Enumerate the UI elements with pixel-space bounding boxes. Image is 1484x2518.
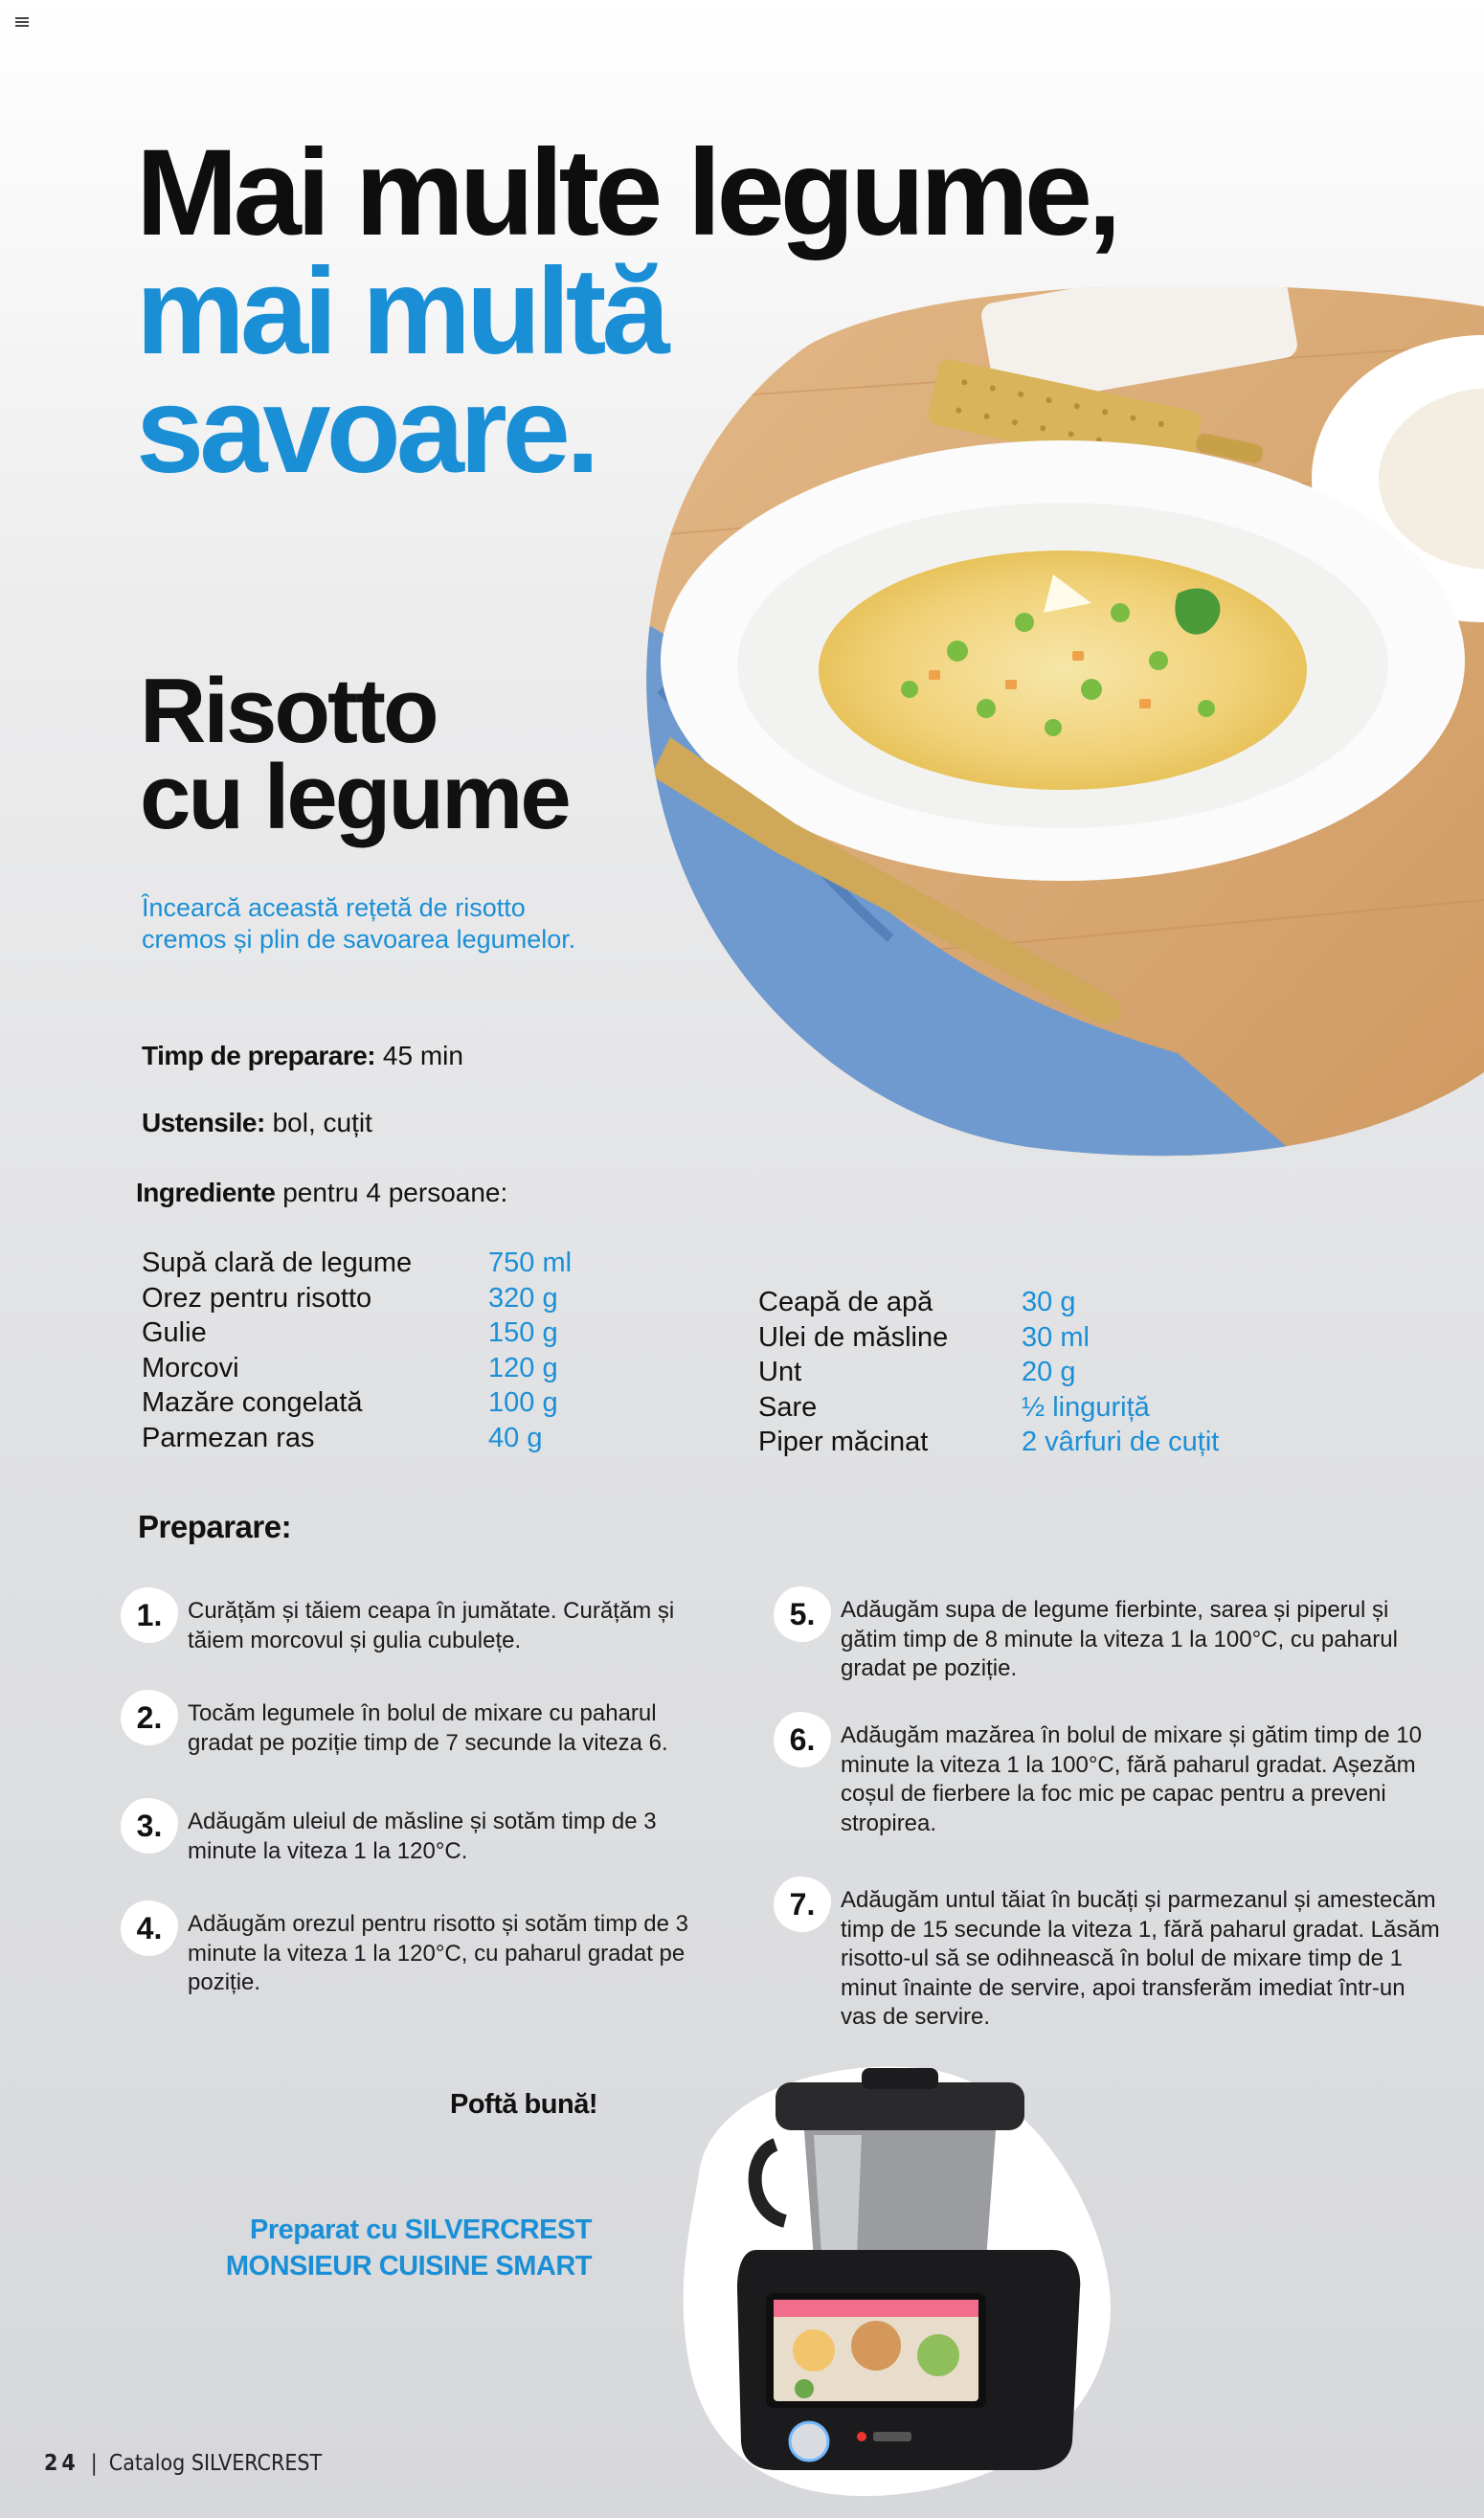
- utensils: [142, 1108, 372, 1138]
- step-7: [774, 1886, 1444, 2033]
- ingredient-name: Gulie: [142, 1317, 207, 1348]
- kitchen-machine-image: [670, 2058, 1120, 2499]
- step-6: [774, 1721, 1425, 1838]
- ingredient-name: Ceapă de apă: [758, 1287, 933, 1317]
- ingredient-name: Parmezan ras: [142, 1422, 315, 1453]
- footer-separator: |: [90, 2451, 98, 2476]
- ingredient-row: [142, 1385, 572, 1421]
- ingredient-name: Unt: [758, 1357, 802, 1387]
- recipe-intro: Încearcă această rețetă de risotto cremos și plin de savoarea legumelor.: [142, 893, 576, 954]
- preparation-title: Preparare:: [138, 1509, 292, 1544]
- page-number: 24: [44, 2451, 79, 2476]
- ingredient-row: [758, 1320, 1219, 1356]
- ingredient-qty: 20 g: [1022, 1357, 1076, 1387]
- step-text: Tocăm legumele în bolul de mixare cu paharul gradat pe poziție timp de 7 secunde la viteza 6.: [188, 1700, 668, 1756]
- prep-time: [142, 1041, 463, 1071]
- step-text: Adăugăm untul tăiat în bucăți și parmezanul și amestecăm timp de 15 secunde la viteza 1, fără paharul gradat. Lăsăm risotto-ul să se odihnească în bolul de mixare timp de 1 minut înainte de servire, apoi transferăm imediat într-un vas de servire.: [841, 1887, 1440, 2030]
- step-3: [121, 1808, 695, 1866]
- ingredient-name: Sare: [758, 1391, 818, 1423]
- catalog-name: Catalog SILVERCREST: [108, 2451, 323, 2476]
- step-1: [121, 1597, 695, 1655]
- ingredient-row: [142, 1421, 572, 1456]
- ingredient-name: Ulei de măsline: [758, 1321, 949, 1353]
- ingredient-row: [758, 1390, 1219, 1426]
- ingredient-qty: 2 vârfuri de cuțit: [1022, 1427, 1220, 1457]
- ingredient-row: [142, 1246, 572, 1281]
- recipe-title-line-2: cu legume: [140, 746, 569, 848]
- step-number: 7.: [774, 1877, 831, 1932]
- ingredient-name: Supă clară de legume: [142, 1248, 413, 1278]
- ingredient-qty: ½ linguriță: [1022, 1391, 1150, 1423]
- ingredient-qty: 120 g: [488, 1352, 558, 1383]
- utensils-label: Ustensile:: [142, 1108, 265, 1137]
- ingredient-qty: 150 g: [488, 1317, 558, 1348]
- ingredient-qty: 100 g: [488, 1387, 558, 1418]
- ingredient-name: Mazăre congelată: [142, 1387, 363, 1418]
- step-5: [774, 1596, 1405, 1684]
- step-number: 6.: [774, 1712, 831, 1767]
- ingredient-qty: 750 ml: [488, 1248, 573, 1278]
- prepared-line-1: Preparat cu SILVERCREST: [249, 2214, 592, 2245]
- risotto-photo: [641, 287, 1484, 1168]
- ingredient-qty: 40 g: [488, 1422, 543, 1453]
- step-text: Curățăm și tăiem ceapa în jumătate. Curățăm și tăiem morcovul și gulia cubulețe.: [188, 1598, 675, 1653]
- headline-line-2: mai multă: [136, 243, 665, 380]
- ingredient-name: Morcovi: [142, 1352, 239, 1383]
- ingredients-title: [136, 1178, 507, 1208]
- ingredient-row: [758, 1425, 1219, 1460]
- ingredient-row: [758, 1355, 1219, 1390]
- recipe-title: [140, 660, 569, 848]
- closing-text: Poftă bună!: [450, 2089, 597, 2120]
- prep-time-value: 45 min: [382, 1041, 463, 1070]
- step-number: 1.: [121, 1587, 178, 1643]
- headline-line-1: Mai multe legume,: [136, 124, 1117, 261]
- step-number: 2.: [121, 1690, 178, 1745]
- step-text: Adăugăm uleiul de măsline și sotăm timp de 3 minute la viteza 1 la 120°C.: [188, 1809, 657, 1864]
- step-number: 3.: [121, 1798, 178, 1854]
- prepared-with: [205, 2212, 592, 2284]
- step-number: 5.: [774, 1586, 831, 1642]
- menu-icon[interactable]: [15, 17, 29, 27]
- ingredient-qty: 30 ml: [1022, 1321, 1090, 1353]
- ingredient-qty: 320 g: [488, 1282, 558, 1314]
- ingredients-list-left: [142, 1246, 572, 1455]
- step-text: Adăugăm orezul pentru risotto și sotăm timp de 3 minute la viteza 1 la 120°C, cu paharul gradat pe poziție.: [188, 1911, 688, 1995]
- utensils-value: bol, cuțit: [272, 1108, 372, 1137]
- prepared-line-2: MONSIEUR CUISINE SMART: [225, 2251, 592, 2282]
- ingredient-name: Piper măcinat: [758, 1427, 929, 1457]
- ingredient-row: [758, 1285, 1219, 1320]
- ingredient-qty: 30 g: [1022, 1287, 1076, 1317]
- ingredients-list-right: [758, 1285, 1219, 1460]
- ingredient-row: [142, 1351, 572, 1386]
- ingredient-name: Orez pentru risotto: [142, 1282, 372, 1314]
- step-number: 4.: [121, 1900, 178, 1956]
- ingredient-row: [142, 1281, 572, 1316]
- ingredient-row: [142, 1315, 572, 1351]
- step-text: Adăugăm supa de legume fierbinte, sarea și piperul și gătim timp de 8 minute la viteza 1 la 100°C, cu paharul gradat pe poziție.: [841, 1597, 1398, 1681]
- step-text: Adăugăm mazărea în bolul de mixare și gătim timp de 10 minute la viteza 1 la 100°C, fără paharul gradat. Așezăm coșul de fierbere la foc mic pe capac pentru a preveni stropirea.: [841, 1722, 1422, 1836]
- headline-line-3: savoare.: [136, 362, 596, 499]
- ingredients-suffix: pentru 4 persoane:: [282, 1178, 508, 1207]
- step-2: [121, 1699, 695, 1758]
- recipe-title-line-1: Risotto: [140, 660, 437, 762]
- step-4: [121, 1910, 705, 1998]
- prep-time-label: Timp de preparare:: [142, 1041, 376, 1070]
- page-footer: [44, 2451, 322, 2476]
- ingredients-label: Ingrediente: [136, 1178, 276, 1207]
